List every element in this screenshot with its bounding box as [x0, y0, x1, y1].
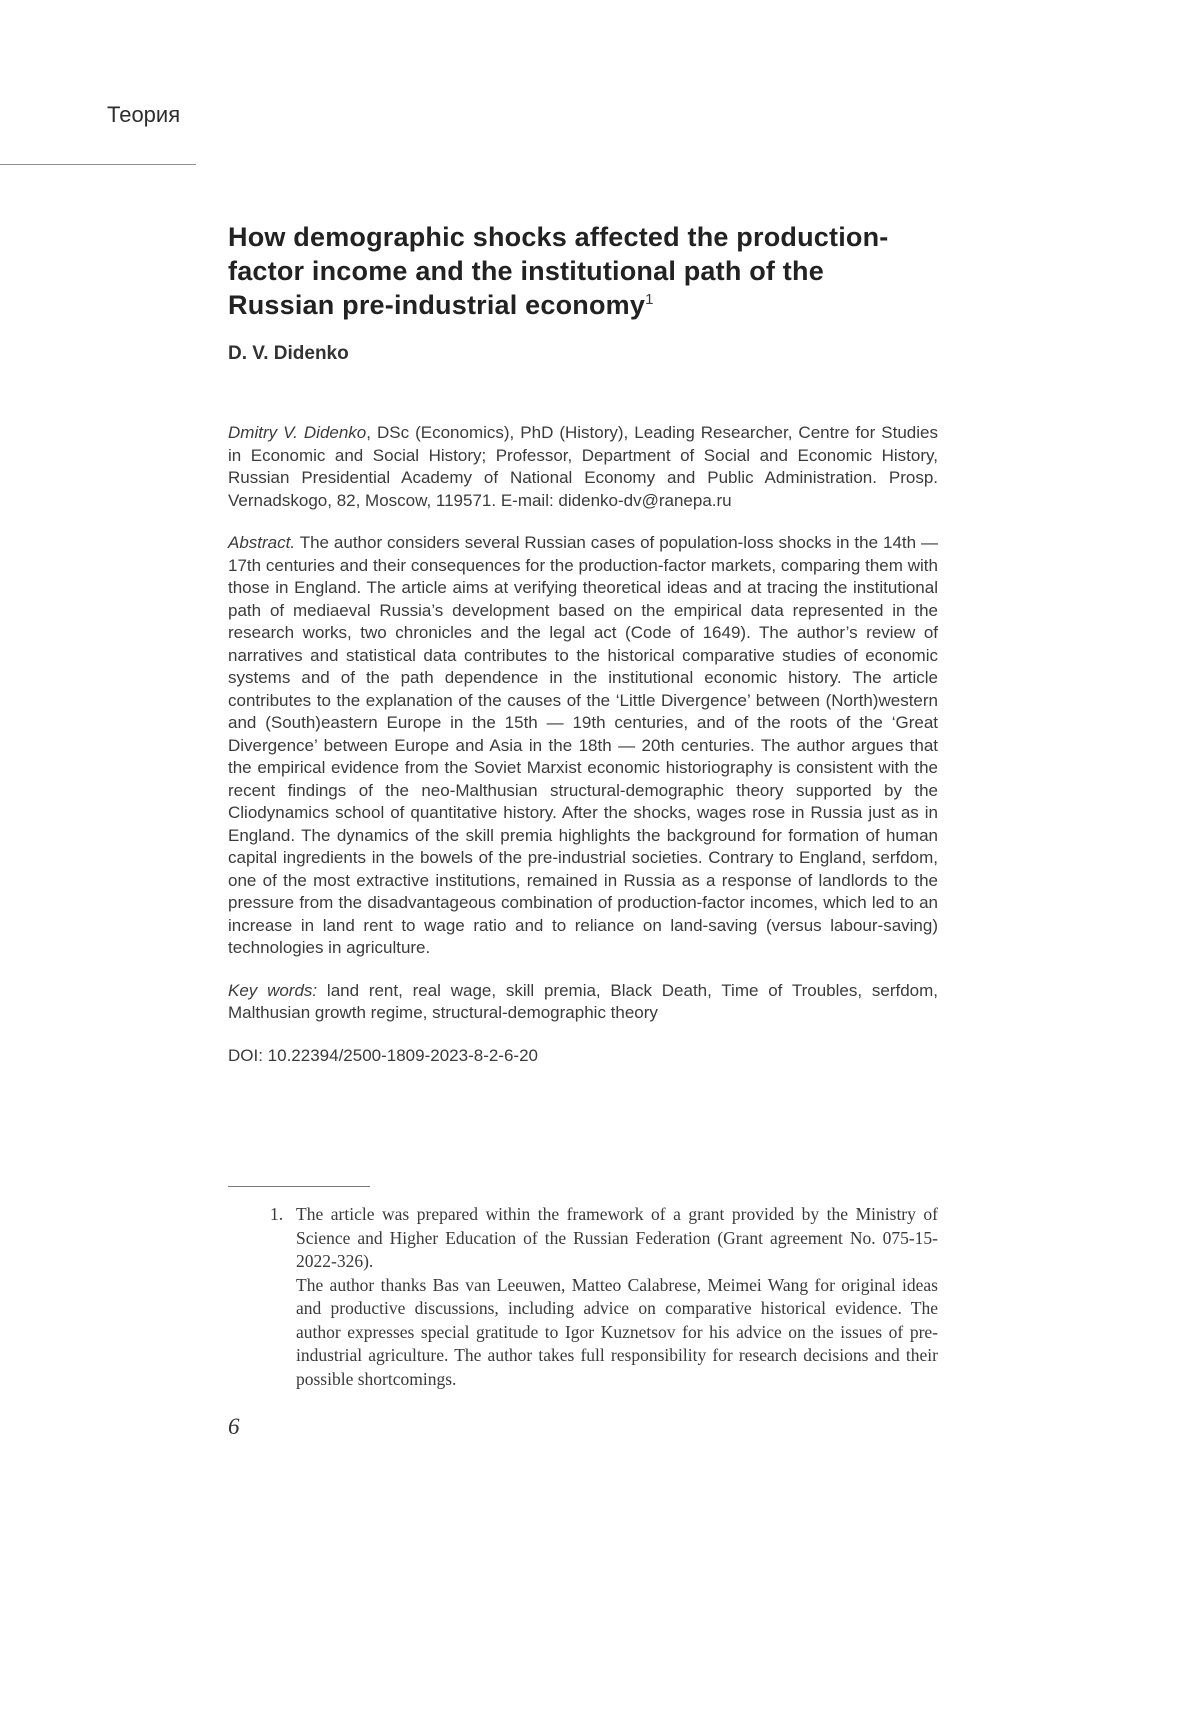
- footnote-text-1: The article was prepared within the framework of a grant provided by the Ministry of Science and Higher Education of the Russian Federation (Grant agreement No. 075-15-2022-326).: [296, 1204, 938, 1271]
- article-title-line1: How demographic shocks affected the production-: [228, 222, 889, 252]
- abstract-paragraph: [228, 532, 938, 960]
- section-rule-divider: [0, 164, 196, 165]
- abstract-text: The author considers several Russian cases of population-loss shocks in the 14th — 17th centuries and their consequences for the production-factor markets, comparing them with those in England. The article aims at verifying theoretical ideas and at tracing the institutional path of mediaeval Russia’s development based on the empirical data represented in the research works, two chronicles and the legal act (Code of 1649). The author’s review of narratives and statistical data contributes to the historical comparative studies of economic systems and of the path dependence in the institutional economic history. The article contributes to the explanation of the causes of the ‘Little Divergence’ between (North)western and (South)eastern Europe in the 15th — 19th centuries, and of the roots of the ‘Great Divergence’ between Europe and Asia in the 18th — 20th centuries. The author argues that the empirical evidence from the Soviet Marxist economic historiography is consistent with the recent findings of the neo-Malthusian structural-demographic theory supported by the Cliodynamics school of quantitative history. After the shocks, wages rose in Russia just as in England. The dynamics of the skill premia highlights the background for formation of human capital ingredients in the bowels of the pre-industrial societies. Contrary to England, serfdom, one of the most extractive institutions, remained in Russia as a response of landlords to the pressure from the disadvantageous combination of production-factor incomes, which led to an increase in land rent to wage ratio and to reliance on land-saving (versus labour-saving) technologies in agriculture.: [228, 533, 938, 957]
- keywords-text: land rent, real wage, skill premia, Black Death, Time of Troubles, serfdom, Malthusian growth regime, structural-demographic theory: [228, 980, 938, 1022]
- footnote-number: 1.: [270, 1204, 284, 1224]
- article-title-line2: factor income and the institutional path of the: [228, 256, 824, 286]
- section-label: Теория: [107, 102, 181, 127]
- footnote-rule-divider: [228, 1186, 370, 1187]
- footnote-paragraph-1: [270, 1203, 938, 1274]
- author-name: D. V. Didenko: [228, 343, 349, 364]
- author-affiliation: [228, 422, 938, 512]
- article-main-column: [228, 220, 938, 1067]
- footnote-paragraph-2: The author thanks Bas van Leeuwen, Matteo Calabrese, Meimei Wang for original ideas and productive discussions, including advice on comparative historical evidence. The author expresses special gratitude to Igor Kuznetsov for his advice on the issues of pre-industrial agriculture. The author takes full responsibility for research decisions and their possible shortcomings.: [296, 1274, 938, 1389]
- article-title: [228, 220, 938, 322]
- affiliation-text: , DSc (Economics), PhD (History), Leading Researcher, Centre for Studies in Economic and Social History; Professor, Department of Social and Economic History, Russian Presidential Academy of National Economy and Public Administration. Prosp. Vernadskogo, 82, Moscow, 119571. E-mail: didenko-dv@ranepa.ru: [228, 423, 938, 510]
- doi-line: DOI: 10.22394/2500-1809-2023-8-2-6-20: [228, 1045, 538, 1065]
- abstract-label: Abstract.: [228, 533, 296, 552]
- title-footnote-ref: 1: [645, 291, 654, 308]
- article-title-line3: Russian pre-industrial economy: [228, 290, 646, 320]
- keywords-paragraph: [228, 980, 938, 1025]
- footnote-block: [228, 1186, 938, 1391]
- affiliation-author-name-italic: Dmitry V. Didenko: [228, 423, 367, 442]
- page-number: 6: [228, 1414, 240, 1439]
- keywords-label: Key words:: [228, 980, 318, 1000]
